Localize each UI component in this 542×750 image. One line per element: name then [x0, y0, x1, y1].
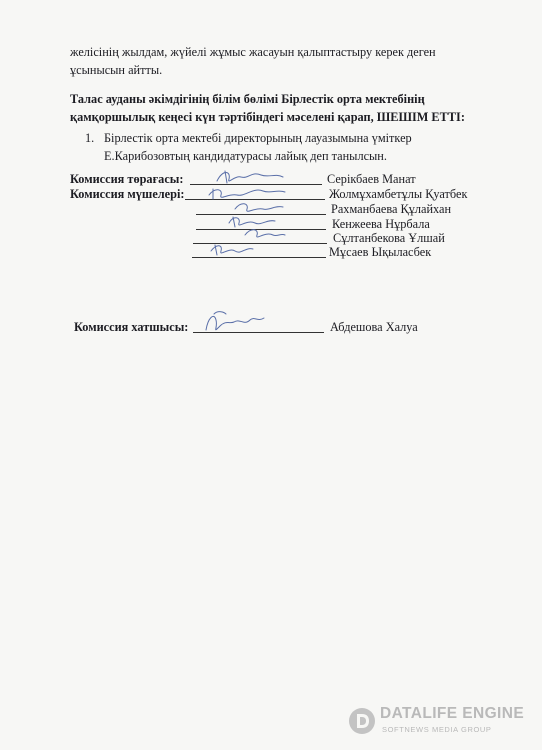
secretary-label: Комиссия хатшысы: — [74, 320, 189, 334]
decision-intro-line-1: Талас ауданы әкімдігінің білім бөлімі Бірлестік орта мектебінің — [70, 92, 425, 106]
member-name: Жолмұхамбетұлы Қуатбек — [329, 187, 468, 201]
member-name: Сұлтанбекова Ұлшай — [333, 231, 445, 245]
paragraph-end-line-2: ұсынысын айтты. — [70, 63, 163, 77]
member-name: Мұсаев Ықыласбек — [329, 245, 432, 259]
watermark — [348, 703, 528, 739]
decision-item-line-2: Е.Карибозовтың кандидатурасы лайық деп танылсын. — [104, 149, 387, 163]
member-signatures-icon — [205, 165, 315, 275]
paragraph-end-line-1: желісінің жылдам, жүйелі жұмыс жасауын қалыптастыру керек деген — [70, 45, 436, 59]
chair-label: Комиссия төрағасы: — [70, 172, 184, 186]
secretary-name: Абдешова Халуа — [330, 320, 418, 334]
watermark-subtitle: SOFTNEWS MEDIA GROUP — [382, 725, 492, 734]
member-name: Рахманбаева Құлайхан — [331, 202, 452, 216]
decision-item-line-1: Бірлестік орта мектебі директорының лауазымына үміткер — [104, 131, 412, 145]
datalife-logo-icon — [348, 707, 376, 735]
member-name: Кенжеева Нұрбала — [332, 217, 430, 231]
watermark-title: DATALIFE ENGINE — [380, 705, 525, 722]
decision-item-number: 1. — [85, 131, 95, 145]
chair-name: Серікбаев Манат — [327, 172, 416, 186]
decision-intro-line-2: қамқоршылық кеңесі күн тәртібіндегі мәселені қарап, ШЕШІМ ЕТТІ: — [70, 110, 465, 124]
members-label: Комиссия мүшелері: — [70, 187, 185, 201]
secretary-signature-icon — [200, 308, 270, 338]
